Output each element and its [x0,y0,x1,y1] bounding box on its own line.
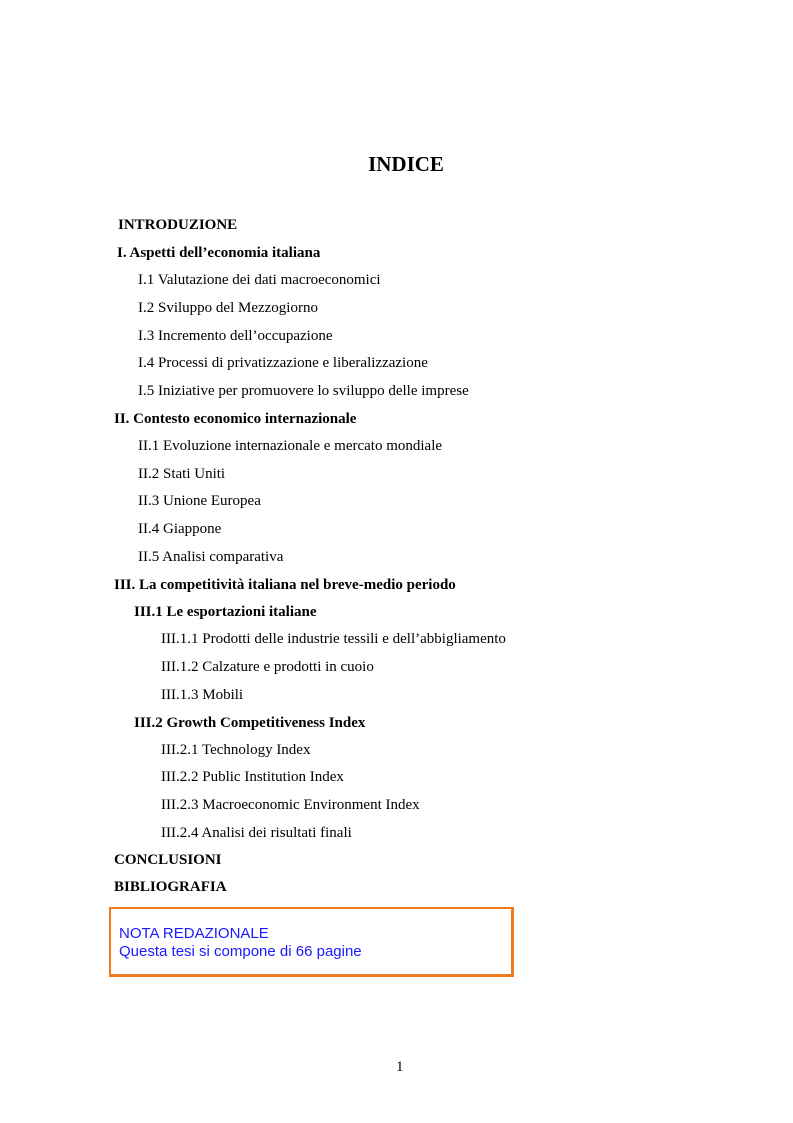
toc-item: I.4 Processi di privatizzazione e liberalizzazione [138,355,428,371]
toc-item: II.5 Analisi comparativa [138,549,284,565]
toc-item: II.2 Stati Uniti [138,466,226,482]
toc-item: III.2.1 Technology Index [161,742,311,758]
toc-item: III.1.1 Prodotti delle industrie tessili e dell’abbigliamento [161,631,506,647]
toc-section-3-1: III.1 Le esportazioni italiane [134,604,317,620]
note-heading: NOTA REDAZIONALE [119,925,269,942]
toc-chapter-3: III. La competitività italiana nel breve-medio periodo [114,577,456,593]
toc-item: II.3 Unione Europea [138,493,261,509]
toc-item: III.1.3 Mobili [161,687,244,703]
toc-item: III.2.3 Macroeconomic Environment Index [161,797,420,813]
toc-item: I.1 Valutazione dei dati macroeconomici [138,272,381,288]
toc-item: II.1 Evoluzione internazionale e mercato mondiale [138,438,443,454]
toc-section-3-2: III.2 Growth Competitiveness Index [134,715,366,731]
editorial-note-box [109,907,514,977]
toc-item: I.3 Incremento dell’occupazione [138,328,333,344]
toc-entry-bibliografia: BIBLIOGRAFIA [114,879,227,895]
toc-item: III.2.4 Analisi dei risultati finali [161,825,352,841]
toc-item: I.2 Sviluppo del Mezzogiorno [138,300,318,316]
page-number: 1 [396,1059,404,1075]
toc-entry-introduzione: INTRODUZIONE [118,217,238,233]
toc-item: I.5 Iniziative per promuovere lo sviluppo delle imprese [138,383,469,399]
toc-chapter-1: I. Aspetti dell’economia italiana [117,245,321,261]
toc-entry-conclusioni: CONCLUSIONI [114,852,222,868]
toc-item: III.1.2 Calzature e prodotti in cuoio [161,659,374,675]
note-text: Questa tesi si compone di 66 pagine [119,943,362,960]
toc-item: III.2.2 Public Institution Index [161,769,344,785]
toc-item: II.4 Giappone [138,521,222,537]
page-title: INDICE [368,152,444,176]
toc-chapter-2: II. Contesto economico internazionale [114,411,357,427]
